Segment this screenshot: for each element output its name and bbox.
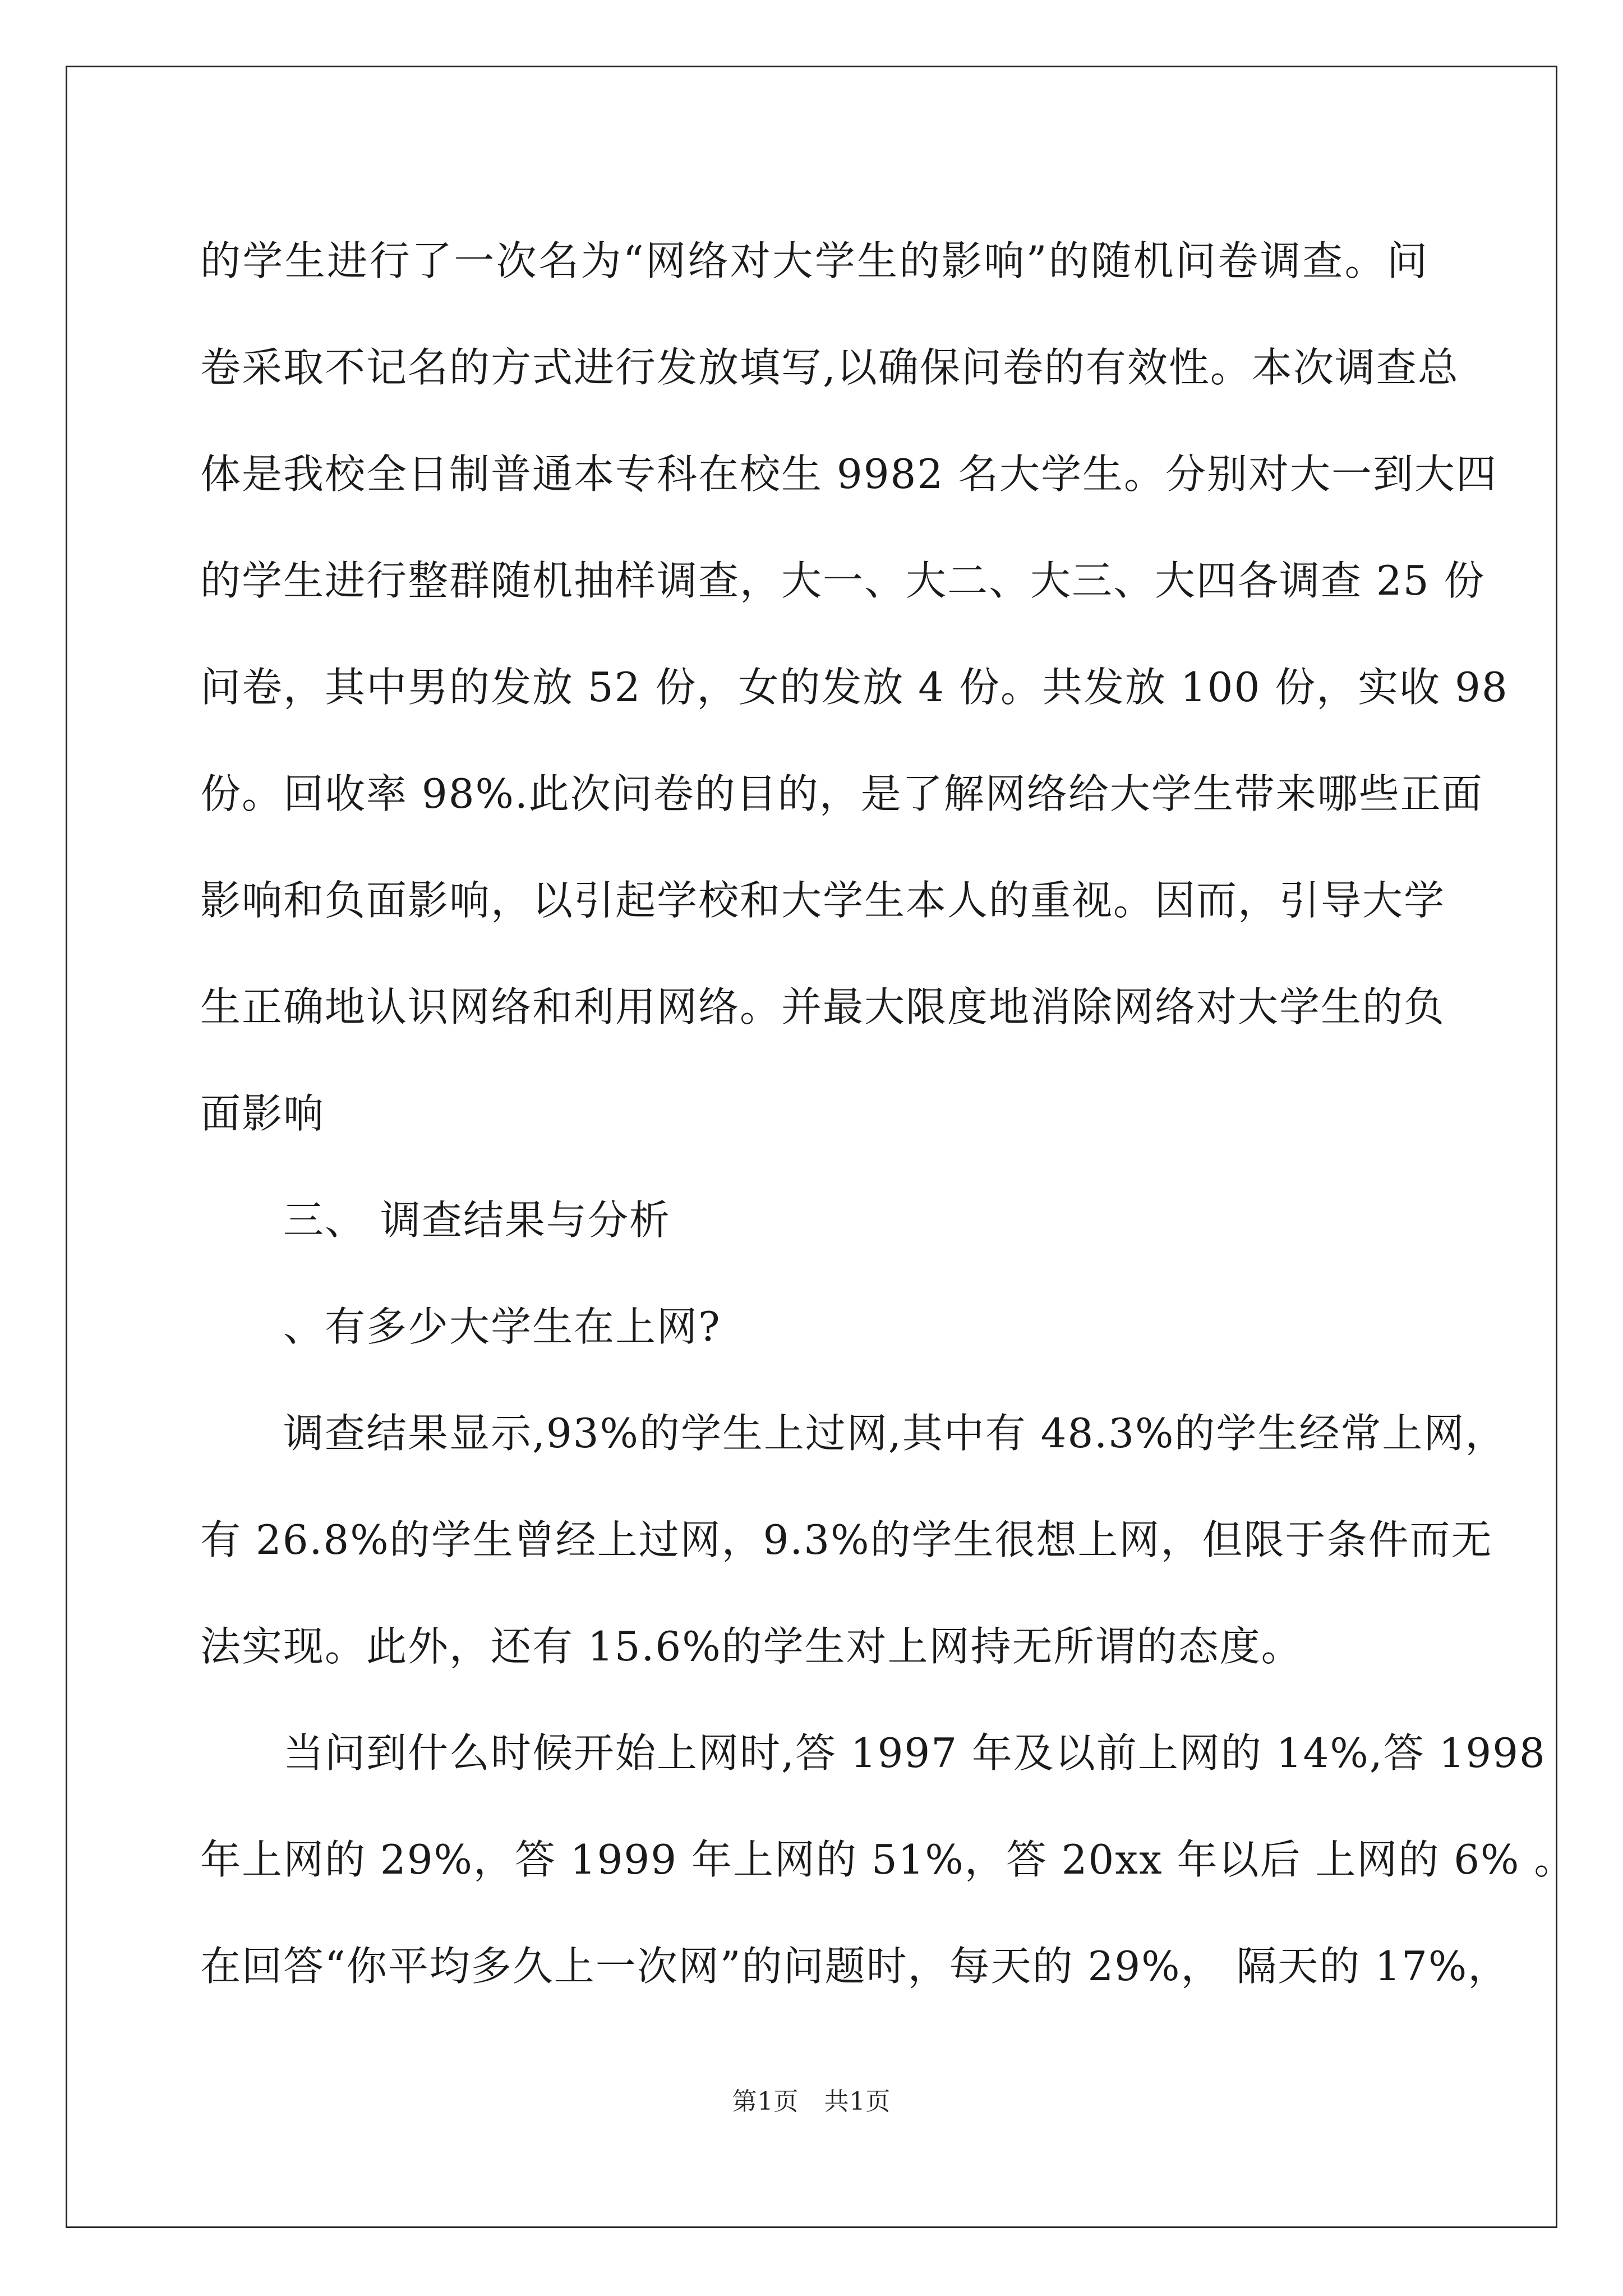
- body-line: 调查结果显示,93%的学生上过网,其中有 48.3%的学生经常上网，: [283, 1410, 1507, 1457]
- body-line: 卷采取不记名的方式进行发放填写,以确保问卷的有效性。本次调查总: [200, 344, 1459, 391]
- body-line: 影响和负面影响，以引起学校和大学生本人的重视。因而，引导大学: [200, 877, 1446, 924]
- body-line: 在回答“你平均多久上一次网”的问题时，每天的 29%， 隔天的 17%，: [200, 1943, 1510, 1990]
- body-line: 有 26.8%的学生曾经上过网，9.3%的学生很想上网，但限于条件而无: [200, 1516, 1493, 1563]
- body-line: 份。回收率 98%.此次问卷的目的，是了解网络给大学生带来哪些正面: [200, 770, 1483, 817]
- body-line: 法实现。此外，还有 15.6%的学生对上网持无所谓的态度。: [200, 1623, 1303, 1670]
- body-line: 年上网的 29%，答 1999 年上网的 51%，答 20xx 年以后 上网的 6% 。: [200, 1836, 1576, 1883]
- document-body: [200, 208, 1576, 2019]
- body-line: 当问到什么时候开始上网时,答 1997 年及以前上网的 14%,答 1998: [283, 1729, 1546, 1777]
- body-line: 面影响: [200, 1090, 325, 1137]
- section-heading: 三、 调查结果与分析: [283, 1197, 671, 1244]
- page-footer: 第1页 共1页: [732, 2087, 891, 2116]
- body-line: 问卷，其中男的发放 52 份，女的发放 4 份。共发放 100 份，实收 98: [200, 664, 1509, 711]
- body-line: 的学生进行了一次名为“网络对大学生的影响”的随机问卷调查。问: [200, 237, 1428, 284]
- body-line: 的学生进行整群随机抽样调查，大一、大二、大三、大四各调查 25 份: [200, 557, 1486, 604]
- body-line: 体是我校全日制普通本专科在校生 9982 名大学生。分别对大一到大四: [200, 450, 1498, 498]
- body-line: 生正确地认识网络和利用网络。并最大限度地消除网络对大学生的负: [200, 983, 1446, 1030]
- subsection-heading: 、有多少大学生在上网?: [283, 1303, 721, 1350]
